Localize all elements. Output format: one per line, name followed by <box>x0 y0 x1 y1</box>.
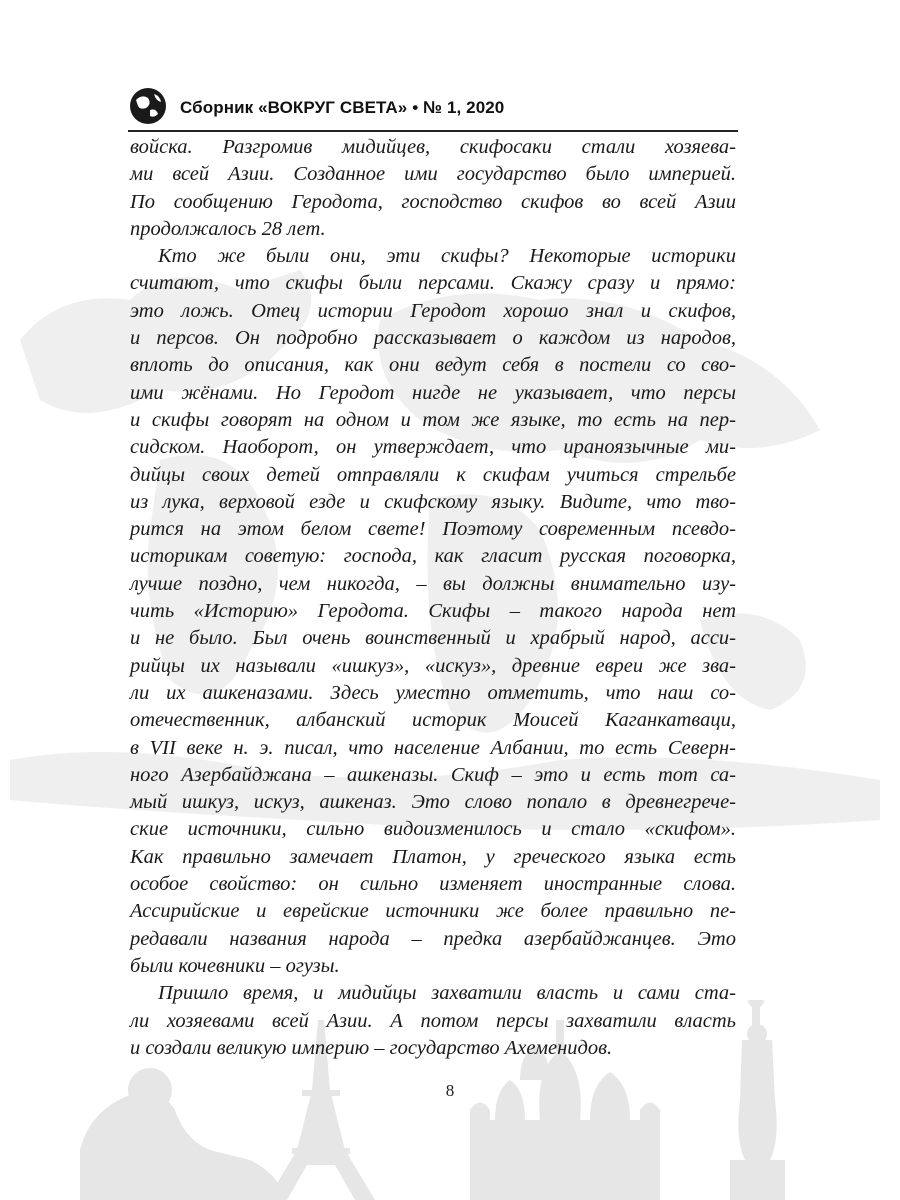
text-line: рится на этом белом свете! Поэтому современным псевдо- <box>130 518 736 541</box>
text-line: и скифы говорят на одном и том же языке, то есть на пер- <box>130 408 736 431</box>
text-line: отечественник, албанский историк Моисей Каганкатваци, <box>130 709 736 732</box>
text-line: ного Азербайджана – ашкеназы. Скиф – это и есть тот са- <box>130 763 736 786</box>
text-line: Как правильно замечает Платон, у греческого языка есть <box>130 845 736 868</box>
page-number: 8 <box>445 1081 455 1100</box>
text-line: были кочевники – огузы. <box>130 954 340 977</box>
text-line: лучше поздно, чем никогда, – вы должны внимательно изу- <box>130 572 736 595</box>
text-line: дийцы своих детей отправляли к скифам учиться стрельбе <box>130 463 736 486</box>
text-line: редавали названия народа – предка азербайджанцев. Это <box>130 927 736 950</box>
text-line: сидском. Наоборот, он утверждает, что ираноязычные ми- <box>130 436 736 459</box>
text-line: в VII веке н. э. писал, что население Албании, то есть Северн- <box>130 736 736 759</box>
text-line: чить «Историю» Геродота. Скифы – такого народа нет <box>130 600 736 623</box>
paragraph <box>130 134 736 243</box>
text-line: это ложь. Отец истории Геродот хорошо знал и скифов, <box>130 299 736 322</box>
text-line: вплоть до описания, как они ведут себя в постели со сво- <box>130 354 736 377</box>
running-header <box>128 86 738 132</box>
text-line: историкам советую: господа, как гласит русская поговорка, <box>130 545 736 568</box>
text-line: ими жёнами. Но Геродот нигде не указывает, что персы <box>130 381 736 404</box>
text-line: рийцы их называли «ишкуз», «искуз», древние евреи же зва- <box>130 654 736 677</box>
globe-icon <box>128 86 168 126</box>
text-line: считают, что скифы были персами. Скажу сразу и прямо: <box>130 272 736 295</box>
paragraph <box>130 980 736 1062</box>
publication-title: Сборник «ВОКРУГ СВЕТА» • № 1, 2020 <box>180 98 505 117</box>
text-line: ли хозяевами всей Азии. А потом персы захватили власть <box>130 1009 736 1032</box>
body-text <box>130 134 736 1062</box>
text-line: особое свойство: он сильно изменяет иностранные слова. <box>130 873 736 896</box>
text-line: мый ишкуз, искуз, ашкеназ. Это слово попало в древнегрече- <box>130 791 736 814</box>
text-line: Пришло время, и мидийцы захватили власть и сами ста- <box>158 982 736 1005</box>
text-line: Ассирийские и еврейские источники же более правильно пе- <box>130 900 736 923</box>
paragraph <box>130 243 736 980</box>
text-line: ми всей Азии. Созданное ими государство было империей. <box>130 163 736 186</box>
text-line: По сообщению Геродота, господство скифов во всей Азии <box>130 190 736 213</box>
text-line: из лука, верховой езде и скифскому языку. Видите, что тво- <box>130 490 736 513</box>
text-line: и не было. Был очень воинственный и храбрый народ, асси- <box>130 627 736 650</box>
text-line: ли их ашкеназами. Здесь уместно отметить, что наш со- <box>130 681 736 704</box>
text-line: ские источники, сильно видоизменилось и стало «скифом». <box>130 818 736 841</box>
text-line: и персов. Он подробно рассказывает о каждом из народов, <box>130 327 736 350</box>
text-line: и создали великую империю – государство Ахеменидов. <box>130 1036 613 1059</box>
text-line: продолжалось 28 лет. <box>130 217 326 240</box>
text-line: войска. Разгромив мидийцев, скифосаки стали хозяева- <box>130 136 736 158</box>
text-line: Кто же были они, эти скифы? Некоторые историки <box>158 245 736 268</box>
